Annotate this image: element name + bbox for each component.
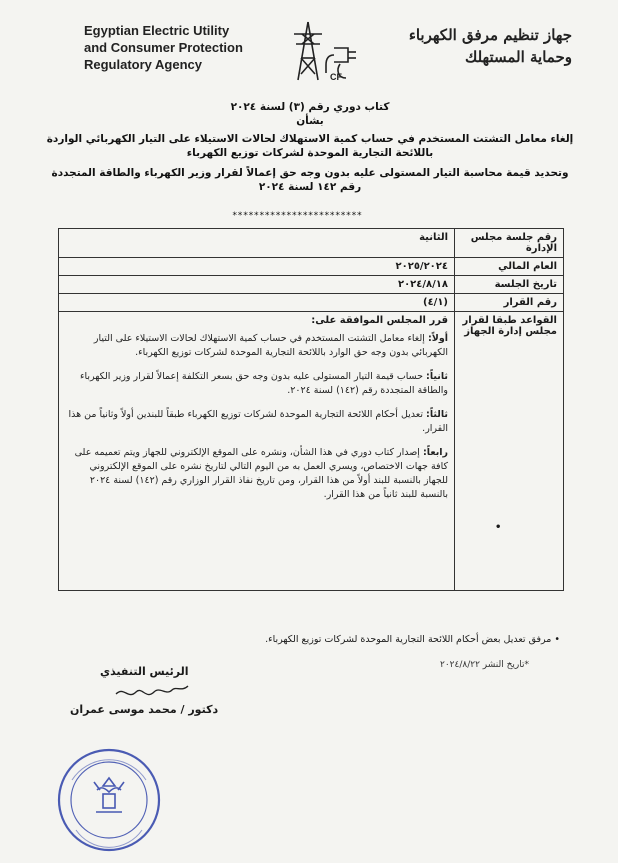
- decision-table: [58, 228, 564, 591]
- row-value: ٢٠٢٤/٨/١٨: [59, 276, 455, 294]
- rules-cell: [59, 312, 455, 591]
- table-row: [59, 294, 564, 312]
- title-line: كتاب دوري رقم (٣) لسنة ٢٠٢٤: [230, 101, 390, 113]
- publish-date: *تاريخ النشر ٢٠٢٤/٨/٢٢: [440, 660, 529, 670]
- pylon-icon: [294, 22, 322, 80]
- row-label: [455, 312, 564, 591]
- item-text: إلغاء معامل التشتت المستخدم في حساب كمية الاستهلاك لحالات الاستيلاء على التيار الكهربائي بدون وجه حق الوارد باللائحة التجارية الموحدة لشركات توزيع الكهرباء.: [93, 333, 448, 358]
- rules-label: القواعد طبقا لقرار مجلس إدارة الجهاز: [462, 315, 557, 337]
- item-text: حساب قيمة التيار المستولى عليه بدون وجه حق بسعر التكلفة إعمالاً لقرار وزير الكهرباء والطاقة المتجددة رقم (١٤٢) لسنة ٢٠٢٤.: [80, 371, 448, 396]
- row-value: الثانية: [59, 229, 455, 258]
- agency-name-arabic: [409, 24, 572, 68]
- item-text: إصدار كتاب دوري في هذا الشأن، ونشره على الموقع الإلكتروني للجهاز ويتم تعميمه على كافة جهات الاختصاص، ويسري العمل به من اليوم التالي لتاريخ نشره على الموقع الإلكتروني للجهاز بالنسبة للبند أولاً من هذا القرار، ومن تاريخ نفاذ القرار الوزاري رقم (١٤٢) لسنة ٢٠٢٤ بالنسبة للبند ثانياً من هذا القرار.: [74, 447, 448, 500]
- item-prefix: أولاً:: [427, 333, 448, 344]
- side-bullet: •: [495, 522, 502, 533]
- title-line: إلغاء معامل التشتت المستخدم في حساب كمية الاستهلاك لحالات الاستيلاء على التيار الكهربائي الواردة: [46, 133, 574, 145]
- row-label: رقم القرار: [455, 294, 564, 312]
- agency-name-en-line: Regulatory Agency: [84, 57, 202, 72]
- eagle-emblem-icon: [94, 778, 124, 812]
- agency-name-ar-line: جهاز تنظيم مرفق الكهرباء: [408, 26, 572, 44]
- document-title: [40, 100, 580, 194]
- item-text: تعديل أحكام اللائحة التجارية الموحدة لشركات توزيع الكهرباء طبقاً للبندين أولاً وثانياً من هذا القرار.: [68, 409, 448, 434]
- table-row: [59, 276, 564, 294]
- signatory-title: الرئيس التنفيذي: [100, 665, 189, 678]
- item-prefix: ثالثاً:: [426, 409, 448, 420]
- title-line: رقم ١٤٢ لسنة ٢٠٢٤: [258, 181, 362, 193]
- agency-name-english: [84, 22, 243, 73]
- decision-item: [65, 332, 448, 360]
- handwritten-signature: [112, 682, 192, 702]
- row-label: رقم جلسة مجلس الإدارة: [455, 229, 564, 258]
- decision-item: [65, 370, 448, 398]
- row-label: العام المالي: [455, 258, 564, 276]
- title-line: باللائحة التجارية الموحدة لشركات توزيع الكهرباء: [186, 147, 434, 159]
- table-row: [59, 312, 564, 591]
- agency-name-en-line: and Consumer Protection: [84, 40, 243, 55]
- official-stamp: [52, 738, 166, 858]
- agency-name-en-line: Egyptian Electric Utility: [84, 23, 230, 38]
- rules-heading: قرر المجلس الموافقة على:: [311, 315, 448, 326]
- row-label: تاريخ الجلسة: [455, 276, 564, 294]
- title-line: وتحديد قيمة محاسبة التيار المستولى عليه بدون وجه حق إعمالاً لقرار وزير الكهرباء والطاقة المتجددة: [51, 167, 569, 179]
- decision-item: [65, 446, 448, 502]
- title-separator: ************************: [232, 211, 363, 221]
- row-value: ٢٠٢٥/٢٠٢٤: [59, 258, 455, 276]
- agency-name-ar-line: وحماية المستهلك: [464, 48, 572, 66]
- table-row: [59, 229, 564, 258]
- svg-text:CF: CF: [330, 72, 342, 82]
- agency-logo: [290, 18, 362, 84]
- signatory-name: دكتور / محمد موسى عمران: [70, 703, 219, 716]
- decision-item: [65, 408, 448, 436]
- row-value: (٤/١): [59, 294, 455, 312]
- item-prefix: رابعاً:: [422, 447, 448, 458]
- table-row: [59, 258, 564, 276]
- title-line: بشأن: [296, 115, 324, 127]
- item-prefix: ثانياً:: [426, 371, 448, 382]
- attachment-note: • مرفق تعديل بعض أحكام اللائحة التجارية الموحدة لشركات توزيع الكهرباء.: [265, 634, 560, 645]
